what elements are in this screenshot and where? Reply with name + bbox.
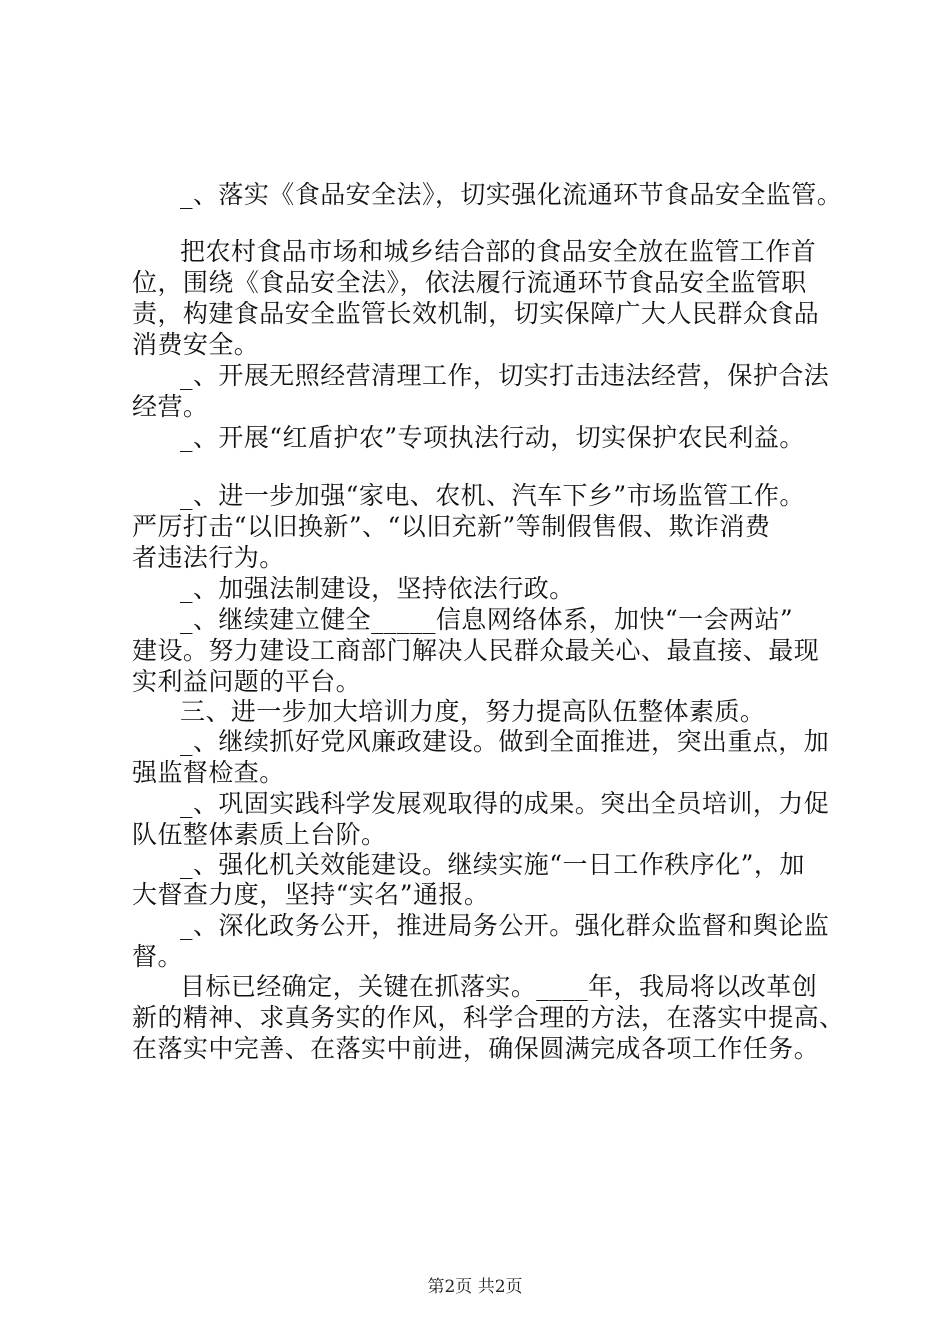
text-line: 把农村食品市场和城乡结合部的食品安全放在监管工作首 xyxy=(180,237,817,266)
text-line: 督。 xyxy=(132,942,183,971)
text-line: 者违法行为。 xyxy=(132,543,285,572)
text-line: _、开展无照经营清理工作，切实打击违法经营，保护合法 xyxy=(180,361,830,390)
text-line: 责，构建食品安全监管长效机制，切实保障广大人民群众食品 xyxy=(132,299,820,328)
page-number-footer: 第2页 共2页 xyxy=(427,1277,523,1297)
text-line: 位，围绕《食品安全法》，依法履行流通环节食品安全监管职 xyxy=(132,268,807,297)
section-heading: 三、进一步加大培训力度，努力提高队伍整体素质。 xyxy=(180,697,766,726)
text-line: 消费安全。 xyxy=(132,330,260,359)
text-line: 经营。 xyxy=(132,392,209,421)
text-line: 队伍整体素质上台阶。 xyxy=(132,820,387,849)
text-line: _、深化政务公开，推进局务公开。强化群众监督和舆论监 xyxy=(180,911,830,940)
text-line: _、继续抓好党风廉政建设。做到全面推进，突出重点，加 xyxy=(180,727,830,756)
text-line: _、开展“红盾护农”专项执法行动，切实保护农民利益。 xyxy=(180,423,805,452)
text-line: 大督查力度，坚持“实名”通报。 xyxy=(132,880,490,909)
text-line: 目标已经确定，关键在抓落实。____年，我局将以改革创 xyxy=(180,972,818,1001)
text-line: 强监督检查。 xyxy=(132,758,285,787)
text-line: 在落实中完善、在落实中前进，确保圆满完成各项工作任务。 xyxy=(132,1034,820,1063)
text-line: 新的精神、求真务实的作风，科学合理的方法，在落实中提高、 xyxy=(132,1003,845,1032)
text-line: 建设。努力建设工商部门解决人民群众最关心、最直接、最现 xyxy=(132,636,820,665)
text-line: _、巩固实践科学发展观取得的成果。突出全员培训，力促 xyxy=(180,789,830,818)
text-line: _、强化机关效能建设。继续实施“一日工作秩序化”，加 xyxy=(180,850,805,879)
text-line: 实利益问题的平台。 xyxy=(132,667,362,696)
text-line: _、加强法制建设，坚持依法行政。 xyxy=(180,574,575,603)
text-line: 严厉打击“以旧换新”、“以旧充新”等制假售假、欺诈消费 xyxy=(132,512,771,541)
text-line: _、继续建立健全_____信息网络体系，加快“一会两站” xyxy=(180,605,794,634)
text-line: _、落实《食品安全法》，切实强化流通环节食品安全监管。 xyxy=(180,180,843,209)
text-line: _、进一步加强“家电、农机、汽车下乡”市场监管工作。 xyxy=(180,481,805,510)
